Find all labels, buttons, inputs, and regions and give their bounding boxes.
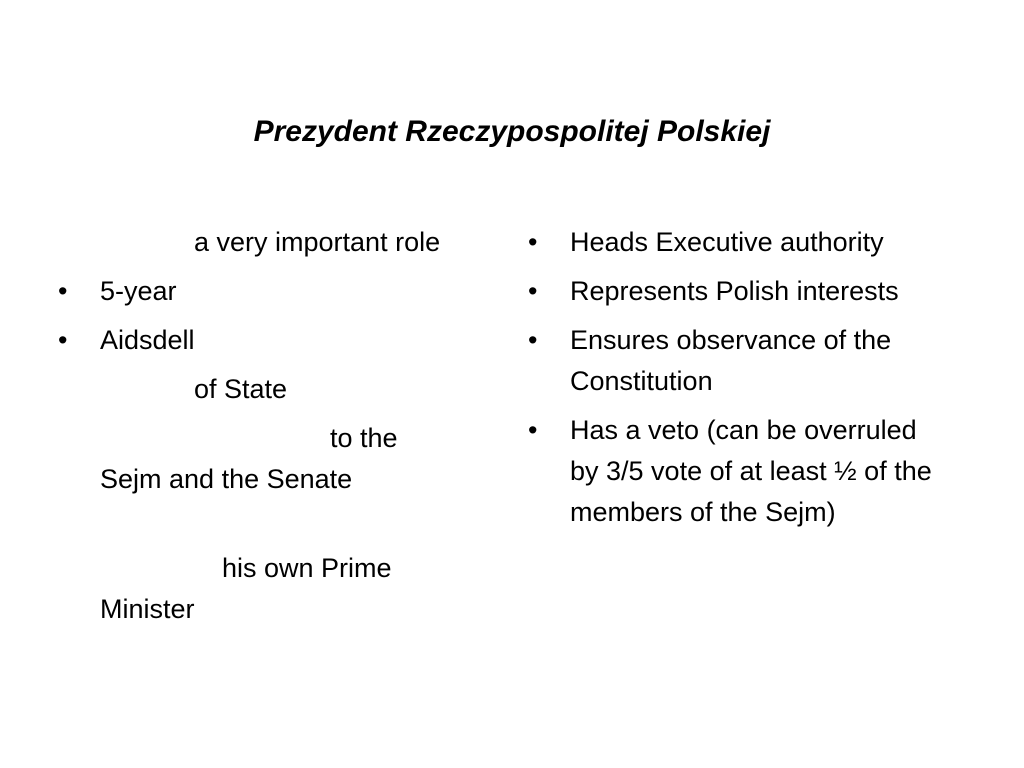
right-item-constitution: • Ensures observance of the Constitution xyxy=(528,320,948,402)
right-item-interests: • Represents Polish interests xyxy=(528,271,948,312)
left-item-term: • 5-year xyxy=(58,271,448,312)
right-column xyxy=(528,222,948,541)
left-item-role: a very important role xyxy=(194,227,441,257)
right-item-executive: • Heads Executive authority xyxy=(528,222,948,263)
slide-title: Prezydent Rzeczypospolitej Polskiej xyxy=(253,115,771,148)
right-item-veto: • Has a veto (can be overruled by 3/5 vote of at least ½ of the members of the Sejm) xyxy=(528,410,948,533)
left-item-of-state: of State xyxy=(194,374,288,404)
left-item-prime-minister: his own Prime Minister xyxy=(100,553,392,624)
left-item-sejm-senate: to the Sejm and the Senate xyxy=(100,423,398,494)
left-column xyxy=(58,222,448,630)
left-item-aidsdell: • Aidsdell xyxy=(58,320,448,361)
